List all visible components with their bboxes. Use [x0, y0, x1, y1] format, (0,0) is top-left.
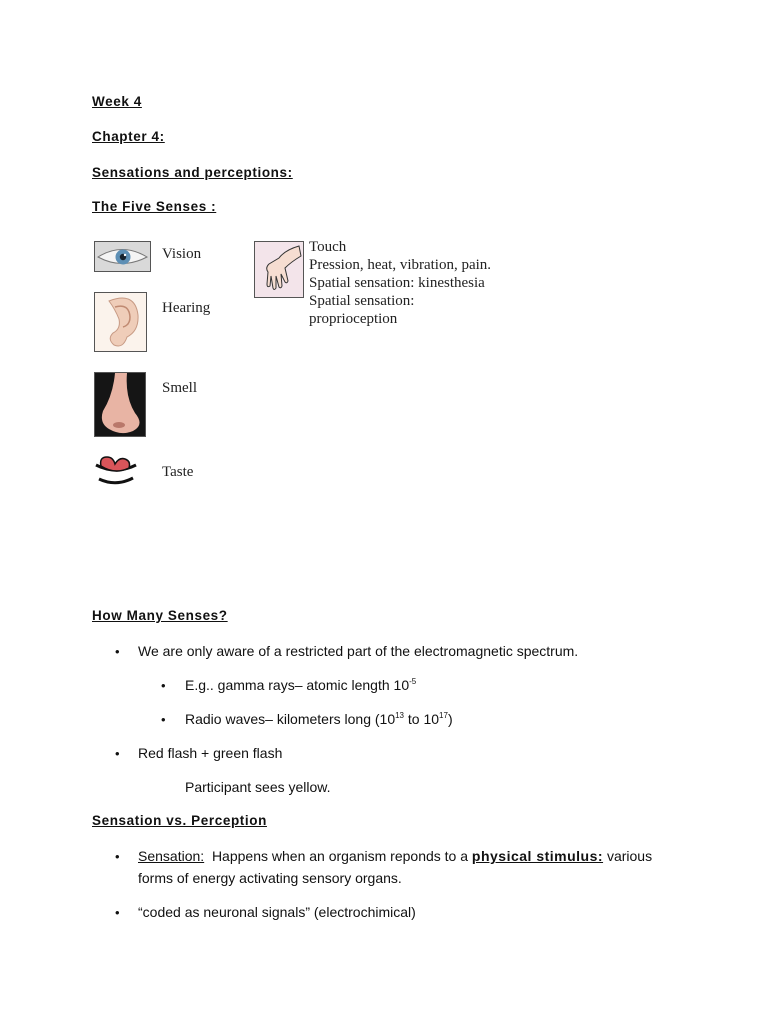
touch-line: Spatial sensation: kinesthesia: [309, 275, 485, 291]
topic-heading: Sensations and perceptions:: [92, 165, 293, 180]
gamma-exponent: -5: [409, 677, 417, 686]
chapter-heading: Chapter 4:: [92, 129, 165, 144]
tongue-image: [93, 455, 139, 487]
nose-icon: [95, 373, 145, 436]
sensation-definition: [138, 848, 652, 864]
eye-image: [94, 241, 151, 272]
radio-end: ): [447, 711, 453, 727]
bullet-icon: •: [115, 849, 120, 864]
bullet-icon: •: [115, 644, 120, 659]
radio-exponent-2: 17: [439, 711, 448, 720]
bullet-icon: •: [115, 746, 120, 761]
gamma-text: E.g.. gamma rays– atomic length 10: [185, 677, 410, 693]
smell-label: Smell: [162, 380, 198, 396]
radio-example: [185, 711, 453, 727]
nose-image: [94, 372, 146, 437]
ear-image: [94, 292, 147, 352]
sensation-definition-line2: forms of energy activating sensory organs.: [138, 870, 402, 886]
physical-stimulus-term: physical stimulus:: [471, 848, 604, 864]
ear-icon: [95, 293, 146, 351]
flash-result: Participant sees yellow.: [185, 779, 331, 795]
bullet-icon: •: [115, 905, 120, 920]
flash-point: Red flash + green flash: [138, 745, 283, 761]
hand-image: [254, 241, 304, 298]
touch-line: proprioception: [309, 311, 398, 327]
how-many-heading: How Many Senses?: [92, 608, 228, 623]
hand-icon: [255, 242, 303, 297]
vision-label: Vision: [162, 246, 202, 262]
eye-icon: [95, 242, 150, 271]
touch-description: [309, 238, 491, 328]
taste-label: Taste: [162, 464, 194, 480]
sensation-text: Happens when an organism reponds to a: [204, 848, 472, 864]
gamma-example: [185, 677, 416, 693]
touch-title: Touch: [309, 239, 347, 255]
week-heading: Week 4: [92, 94, 142, 109]
radio-exponent-1: 13: [395, 711, 405, 720]
hearing-label: Hearing: [162, 300, 211, 316]
sensation-text-end: various: [603, 848, 653, 864]
tongue-icon: [93, 455, 139, 487]
touch-line: Pression, heat, vibration, pain.: [309, 257, 492, 273]
vs-heading: Sensation vs. Perception: [92, 813, 267, 828]
radio-text: Radio waves– kilometers long (10: [185, 711, 396, 727]
radio-mid: to 10: [404, 711, 440, 727]
sensation-term: Sensation:: [138, 848, 205, 864]
touch-line: Spatial sensation:: [309, 293, 415, 309]
neuronal-signals-point: “coded as neuronal signals” (electrochimical): [138, 904, 416, 920]
spectrum-point: We are only aware of a restricted part of the electromagnetic spectrum.: [138, 643, 579, 659]
bullet-icon: •: [161, 712, 166, 727]
five-senses-heading: The Five Senses :: [92, 199, 217, 214]
bullet-icon: •: [161, 678, 166, 693]
